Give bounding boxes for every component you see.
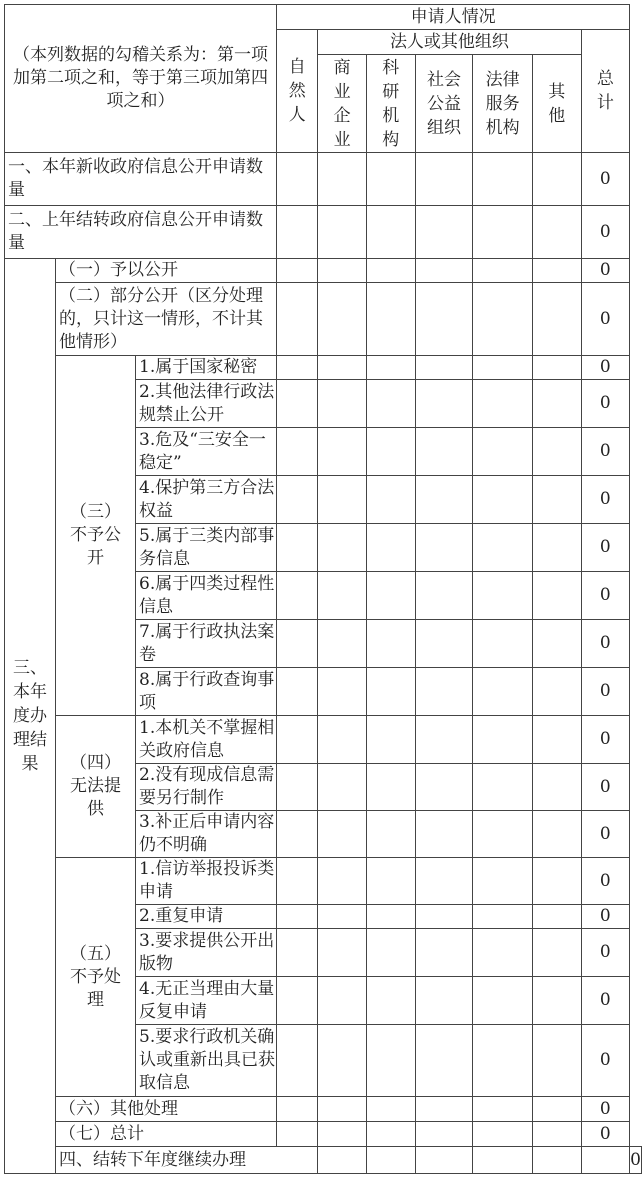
row-label: 一、本年新收政府信息公开申请数量: [5, 153, 277, 206]
row-total: 0: [581, 1122, 630, 1147]
subsection-4-label: （四）无法提供: [56, 716, 136, 858]
header-natural-person: 自然人: [277, 30, 318, 153]
row-label: 3.补正后申请内容仍不明确: [136, 811, 277, 858]
row-total: 0: [581, 929, 630, 977]
header-applicant: 申请人情况: [277, 5, 630, 30]
disclosure-table: [4, 4, 642, 1174]
row-label: 2.其他法律行政法规禁止公开: [136, 380, 277, 428]
row-label: 3.危及“三安全一稳定”: [136, 428, 277, 476]
table-row: [5, 858, 642, 905]
row-label: 1.信访举报投诉类申请: [136, 858, 277, 905]
row-total: 0: [581, 1097, 630, 1122]
row-label: 2.没有现成信息需要另行制作: [136, 764, 277, 811]
table-row: [5, 259, 642, 283]
table-row: [5, 1122, 642, 1147]
row-label: （二）部分公开（区分处理的，只计这一情形，不计其他情形）: [56, 283, 277, 356]
row-total: 0: [581, 905, 630, 929]
row-total: 0: [630, 1147, 642, 1174]
table-row: [5, 206, 642, 259]
header-social-welfare: 社会公益组织: [415, 55, 473, 153]
row-total: 0: [581, 572, 630, 620]
subsection-5-label: （五）不予处理: [56, 858, 136, 1097]
row-label: 4.保护第三方合法权益: [136, 476, 277, 524]
table-row: [5, 153, 642, 206]
row-total: 0: [581, 206, 630, 259]
row-total: 0: [581, 283, 630, 356]
row-total: 0: [581, 153, 630, 206]
row-label: （六）其他处理: [56, 1097, 277, 1122]
header-other: 其他: [532, 55, 581, 153]
row-total: 0: [581, 620, 630, 668]
table-row: [5, 1097, 642, 1122]
row-label: 7.属于行政执法案卷: [136, 620, 277, 668]
row-label: 二、上年结转政府信息公开申请数量: [5, 206, 277, 259]
row-label: 3.要求提供公开出版物: [136, 929, 277, 977]
row-total: 0: [581, 668, 630, 716]
row-total: 0: [581, 858, 630, 905]
header-total: 总计: [581, 30, 630, 153]
row-total: 0: [581, 356, 630, 380]
row-label: 6.属于四类过程性信息: [136, 572, 277, 620]
header-research: 科研机构: [366, 55, 415, 153]
header-business: 商业企业: [318, 55, 367, 153]
row-total: 0: [581, 811, 630, 858]
row-label: （七）总计: [56, 1122, 277, 1147]
row-total: 0: [581, 428, 630, 476]
row-total: 0: [581, 259, 630, 283]
section-3-label: 三、本年度办理结果: [5, 259, 56, 1174]
row-label: 1.属于国家秘密: [136, 356, 277, 380]
row-total: 0: [581, 380, 630, 428]
row-label: 5.要求行政机关确认或重新出具已获取信息: [136, 1025, 277, 1097]
header-legal-service: 法律服务机构: [473, 55, 533, 153]
row-label: 四、结转下年度继续办理: [56, 1147, 318, 1174]
row-total: 0: [581, 764, 630, 811]
row-label: 5.属于三类内部事务信息: [136, 524, 277, 572]
row-label: 1.本机关不掌握相关政府信息: [136, 716, 277, 764]
row-total: 0: [581, 977, 630, 1025]
subsection-3-label: （三）不予公开: [56, 356, 136, 716]
table-row: [5, 1147, 642, 1174]
row-label: 2.重复申请: [136, 905, 277, 929]
row-total: 0: [581, 716, 630, 764]
header-note: （本列数据的勾稽关系为：第一项加第二项之和，等于第三项加第四项之和）: [5, 5, 277, 153]
header-legal-or-other: 法人或其他组织: [318, 30, 581, 55]
row-total: 0: [581, 1025, 630, 1097]
table-row: [5, 716, 642, 764]
row-label: 4.无正当理由大量反复申请: [136, 977, 277, 1025]
table-row: [5, 283, 642, 356]
row-total: 0: [581, 476, 630, 524]
table-row: [5, 356, 642, 380]
row-label: 8.属于行政查询事项: [136, 668, 277, 716]
row-label: （一）予以公开: [56, 259, 277, 283]
row-total: 0: [581, 524, 630, 572]
